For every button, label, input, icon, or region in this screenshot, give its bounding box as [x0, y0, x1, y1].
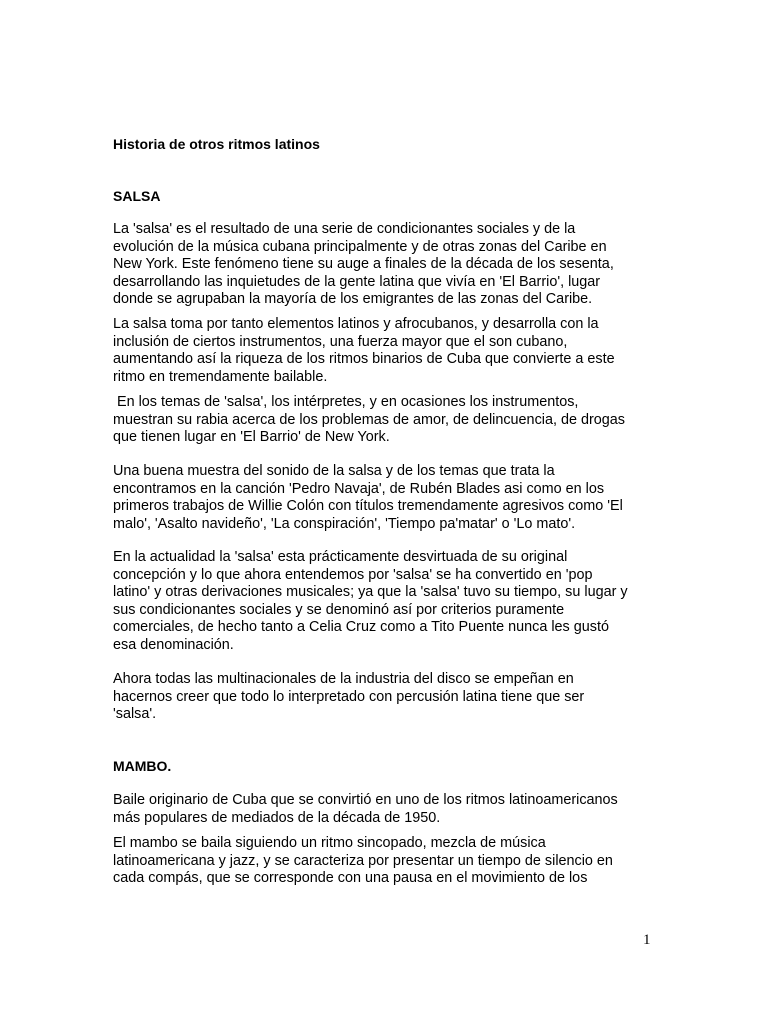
section-heading-mambo: MAMBO. [113, 758, 172, 774]
text-line: En los temas de 'salsa', los intérpretes, y en ocasiones los instrumentos, [113, 394, 579, 410]
paragraph [113, 316, 615, 386]
text-line: Una buena muestra del sonido de la salsa y de los temas que trata la [113, 463, 555, 479]
text-line: encontramos en la canción 'Pedro Navaja', de Rubén Blades asi como en los [113, 480, 605, 497]
text-line: primeros trabajos de Willie Colón con títulos tremendamente agresivos como 'El [113, 498, 623, 514]
text-line: sus condicionantes sociales y se denominó así por criterios puramente [113, 601, 565, 618]
text-line: comerciales, de hecho tanto a Celia Cruz como a Tito Puente nunca les gustó [113, 619, 609, 635]
text-line: Baile originario de Cuba que se convirtió en uno de los ritmos latinoamericanos [113, 792, 618, 808]
text-line: En la actualidad la 'salsa' esta prácticamente desvirtuada de su original [113, 549, 568, 565]
text-line: latino' y otras derivaciones musicales; ya que la 'salsa' tuvo su tiempo, su lugar y [113, 584, 628, 600]
text-line: latinoamericana y jazz, y se caracteriza por presentar un tiempo de silencio en [113, 852, 613, 869]
text-line: muestran su rabia acerca de los problemas de amor, de delincuencia, de drogas [113, 411, 625, 428]
document-title: Historia de otros ritmos latinos [113, 136, 320, 152]
paragraph [113, 792, 618, 827]
text-line: La 'salsa' es el resultado de una serie de condicionantes sociales y de la [113, 221, 576, 237]
text-line: concepción y lo que ahora entendemos por 'salsa' se ha convertido en 'pop [113, 566, 593, 583]
text-line: hacernos creer que todo lo interpretado con percusión latina tiene que ser [113, 688, 585, 705]
paragraph [113, 549, 628, 654]
page-number: 1 [643, 932, 651, 948]
text-line: New York. Este fenómeno tiene su auge a finales de la década de los sesenta, [113, 256, 614, 272]
paragraph [113, 463, 623, 533]
text-line: desarrollando las inquietudes de la gente latina que vivía en 'El Barrio', lugar [113, 273, 601, 290]
text-line: La salsa toma por tanto elementos latinos y afrocubanos, y desarrolla con la [113, 316, 599, 332]
section-heading-salsa: SALSA [113, 188, 161, 204]
paragraph [113, 221, 614, 309]
text-line: cada compás, que se corresponde con una pausa en el movimiento de los [113, 870, 588, 886]
paragraph [113, 671, 584, 724]
text-line: ritmo en tremendamente bailable. [113, 368, 328, 385]
paragraph [113, 394, 625, 447]
text-line: que tienen lugar en 'El Barrio' de New York. [113, 429, 390, 445]
text-line: aumentando así la riqueza de los ritmos binarios de Cuba que convierte a este [113, 351, 615, 367]
text-line: más populares de mediados de la década de 1950. [113, 809, 441, 826]
text-line: El mambo se baila siguiendo un ritmo sincopado, mezcla de música [113, 835, 546, 851]
text-line: evolución de la música cubana principalmente y de otras zonas del Caribe en [113, 238, 607, 255]
paragraph [113, 835, 613, 888]
text-line: inclusión de ciertos instrumentos, una fuerza mayor que el son cubano, [113, 333, 568, 350]
text-line: donde se agrupaban la mayoría de los emigrantes de las zonas del Caribe. [113, 291, 593, 307]
text-line: malo', 'Asalto navideño', 'La conspiración', 'Tiempo pa'matar' o 'Lo mato'. [113, 515, 576, 532]
text-line: 'salsa'. [113, 706, 157, 722]
text-line: Ahora todas las multinacionales de la industria del disco se empeñan en [113, 671, 574, 687]
text-line: esa denominación. [113, 636, 234, 653]
